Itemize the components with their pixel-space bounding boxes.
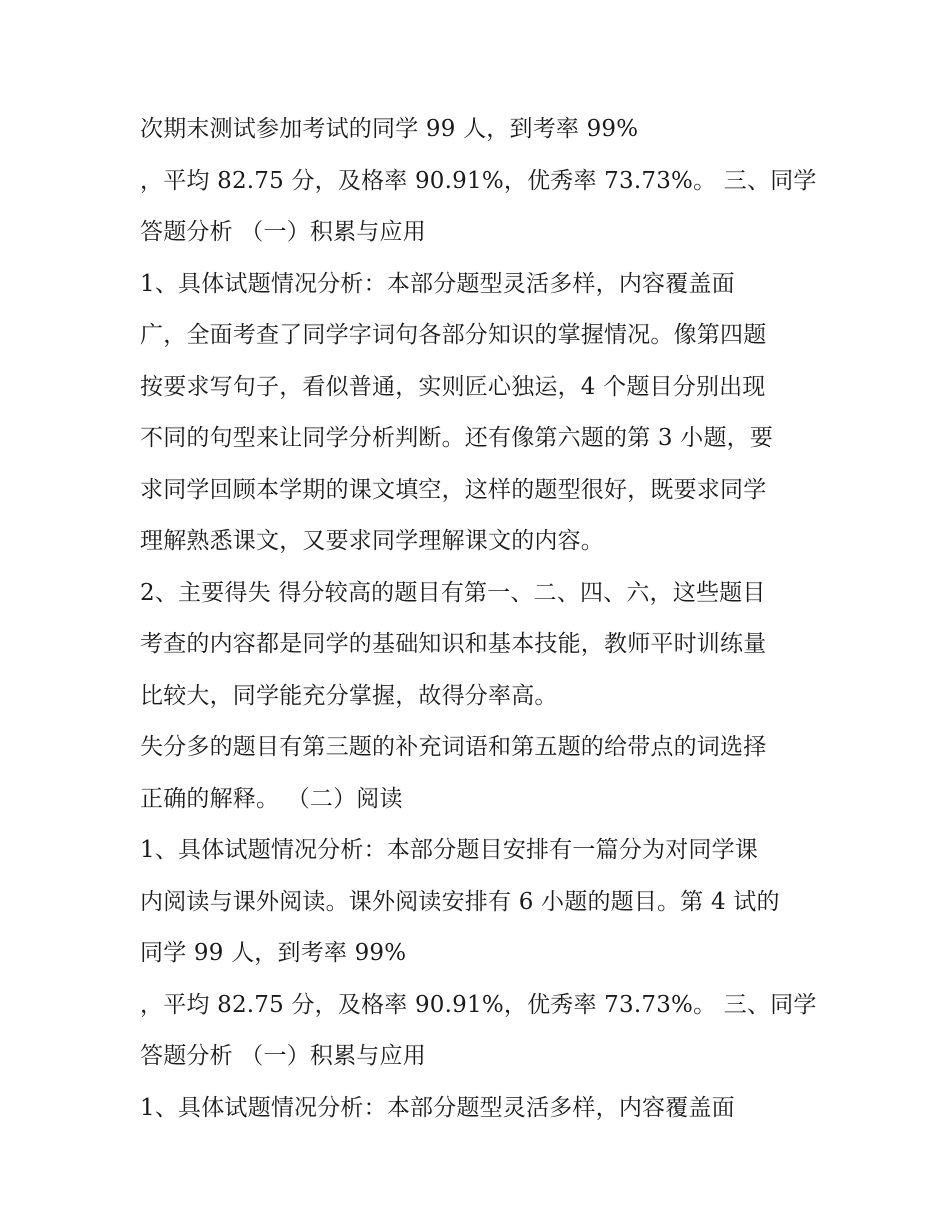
text-line-9: 理解熟悉课文，又要求同学理解课文的内容。 bbox=[140, 528, 604, 554]
text-line-17: 同学 99 人，到考率 99% bbox=[140, 940, 407, 966]
text-line-5: 广，全面考查了同学字词句各部分知识的掌握情况。像第四题 bbox=[140, 322, 767, 348]
document-body bbox=[140, 104, 820, 1134]
text-line-16: 内阅读与课外阅读。课外阅读安排有 6 小题的题目。第 4 试的 bbox=[140, 888, 780, 915]
text-line-14: 正确的解释。 （二）阅读 bbox=[140, 785, 403, 812]
text-line-7: 不同的句型来让同学分析判断。还有像第六题的第 3 小题，要 bbox=[140, 425, 774, 451]
text-line-10: 2、主要得失 得分较高的题目有第一、二、四、六，这些题目 bbox=[140, 579, 766, 606]
text-line-15: 1、具体试题情况分析：本部分题目安排有一篇分为对同学课 bbox=[140, 837, 759, 863]
text-line-20: 1、具体试题情况分析：本部分题型灵活多样，内容覆盖面 bbox=[140, 1094, 735, 1121]
text-line-18: ，平均 82.75 分，及格率 90.91%，优秀率 73.73%。 三、同学 bbox=[140, 991, 817, 1018]
text-line-13: 失分多的题目有第三题的补充词语和第五题的给带点的词选择 bbox=[140, 734, 767, 760]
text-line-6: 按要求写句子，看似普通，实则匠心独运，4 个题目分别出现 bbox=[140, 373, 766, 400]
text-line-4: 1、具体试题情况分析：本部分题型灵活多样，内容覆盖面 bbox=[140, 270, 735, 297]
text-line-11: 考查的内容都是同学的基础知识和基本技能，教师平时训练量 bbox=[140, 631, 767, 657]
text-line-2: ，平均 82.75 分，及格率 90.91%，优秀率 73.73%。 三、同学 bbox=[140, 167, 817, 194]
text-line-3: 答题分析 （一）积累与应用 bbox=[140, 219, 426, 245]
text-line-19: 答题分析 （一）积累与应用 bbox=[140, 1043, 426, 1069]
text-line-8: 求同学回顾本学期的课文填空，这样的题型很好，既要求同学 bbox=[140, 476, 767, 503]
text-line-1: 次期末测试参加考试的同学 99 人，到考率 99% bbox=[140, 116, 639, 142]
text-line-12: 比较大，同学能充分掌握，故得分率高。 bbox=[140, 682, 558, 709]
